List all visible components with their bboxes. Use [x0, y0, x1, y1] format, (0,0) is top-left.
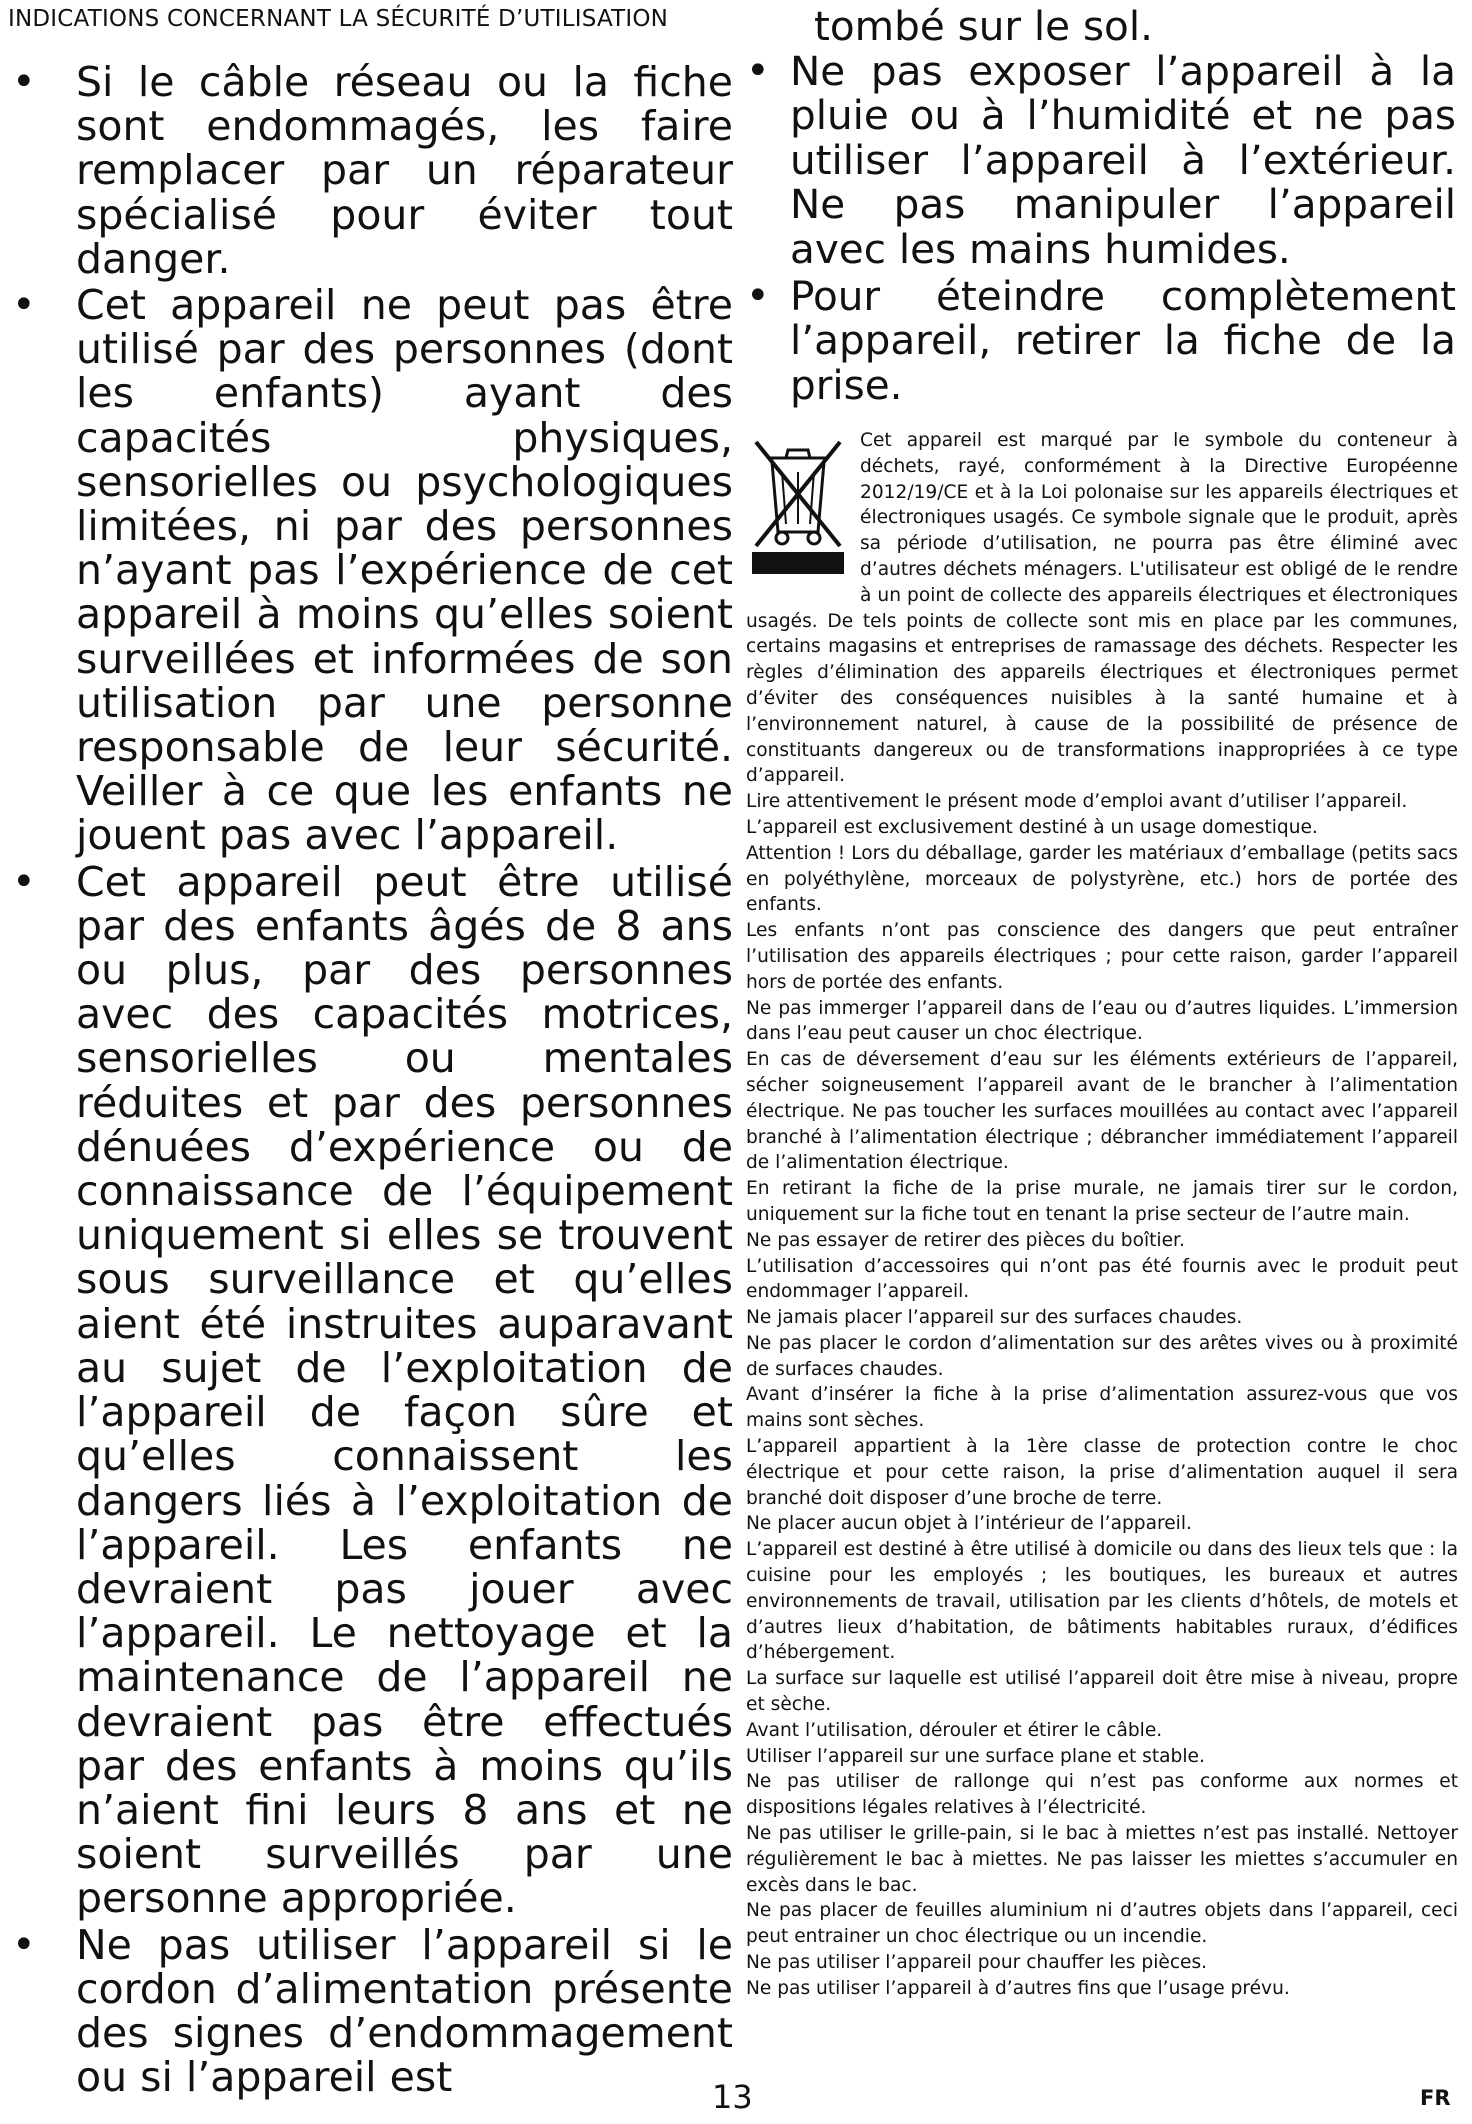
page-header: INDICATIONS CONCERNANT LA SÉCURITÉ D’UTILISATION — [8, 6, 669, 32]
bullet-icon: • — [12, 1921, 36, 1968]
language-code: FR — [1420, 2086, 1451, 2110]
bullet-icon: • — [12, 858, 36, 905]
crossed-bin-icon — [746, 428, 850, 580]
note-paragraph: Ne pas placer le cordon d’alimentation sur des arêtes vives ou à proximité de surfaces chaudes. — [746, 1332, 1458, 1380]
safety-notes — [746, 428, 1458, 2002]
note-paragraph: L’appareil appartient à la 1ère classe de protection contre le choc électrique et pour cette raison, la prise d’alimentation auquel il sera branché doit disposer d’une broche de terre. — [746, 1436, 1458, 1509]
note-paragraph: Les enfants n’ont pas conscience des dangers que peut entraîner l’utilisation des appareils électriques ; pour cette raison, garder l’appareil hors de portée des enfants. — [746, 920, 1458, 993]
left-bullet-list — [8, 58, 733, 2102]
list-item: • Ne pas utiliser l’appareil si le cordon d’alimentation présente des signes d’endommagement ou si l’appareil est — [12, 1920, 733, 2102]
list-item: • Cet appareil peut être utilisé par des enfants âgés de 8 ans ou plus, par des personnes avec des capacités motrices, sensorielles ou mentales réduites et par des personnes dénuées d’expérience ou de connaissance de l’équipement uniquement si elles se trouvent sous surveillance et qu’elles aient été instruites auparavant au sujet de l’exploitation de l’appareil de façon sûre et qu’elles connaissent les dangers liés à l’exploitation de l’appareil. Les enfants ne devraient pas jouer avec l’appareil. Le nettoyage et la maintenance de l’appareil ne devraient pas être effectués par des enfants à moins qu’ils n’aient fini leurs 8 ans et ne soient surveillés par une personne appropriée. — [12, 857, 733, 1923]
note-paragraph: Avant l’utilisation, dérouler et étirer le câble. — [746, 1719, 1163, 1741]
note-paragraph: Ne pas immerger l’appareil dans de l’eau ou d’autres liquides. L’immersion dans l’eau peut causer un choc électrique. — [746, 997, 1458, 1045]
bullet-icon: • — [12, 59, 36, 105]
weee-paragraph: Cet appareil est marqué par le symbole du conteneur à déchets, rayé, conformément à la Directive Européenne 2012/19/CE et à la Loi polonaise sur les appareils électriques et électroniques usagés. Ce symbole signale que le produit, après sa période d’utilisation, ne pourra pas être éliminé avec d’autres déchets ménagers. L'utilisateur est obligé de le rendre à un point de collecte des appareils électriques et électroniques usagés. De tels points de collecte sont mis en place par les communes, certains magasins et entreprises de ramassage des déchets. Respecter les règles d’élimination des appareils électriques et électroniques permet d’éviter des conséquences nuisibles à la santé humaine et à l’environnement naturel, à cause de la possibilité de présence de constituants dangereux ou de transformations inappropriées à ce type d’appareil. — [746, 430, 1458, 787]
note-paragraph: Ne pas utiliser le grille-pain, si le bac à miettes n’est pas installé. Nettoyer régulièrement le bac à miettes. Ne pas laisser les miettes s’accumuler en excès dans le bac. — [746, 1823, 1458, 1896]
bullet-icon: • — [746, 272, 770, 319]
note-paragraph: Ne placer aucun objet à l’intérieur de l’appareil. — [746, 1513, 1192, 1535]
list-item: • Pour éteindre complètement l’appareil, retirer la fiche de la prise. — [746, 271, 1456, 409]
right-bullet-list — [746, 46, 1456, 409]
note-paragraph: Lire attentivement le présent mode d’emploi avant d’utiliser l’appareil. — [746, 791, 1408, 813]
note-paragraph: Ne pas essayer de retirer des pièces du boîtier. — [746, 1229, 1185, 1251]
right-column-top — [746, 4, 1456, 409]
note-paragraph: Attention ! Lors du déballage, garder les matériaux d’emballage (petits sacs en polyéthylène, morceaux de polystyrène, etc.) hors de portée des enfants. — [746, 842, 1458, 916]
note-paragraph: Ne jamais placer l’appareil sur des surfaces chaudes. — [746, 1307, 1243, 1329]
list-item: • Cet appareil ne peut pas être utilisé par des personnes (dont les enfants) ayant des capacités physiques, sensorielles ou psychologiques limitées, ni par des personnes n’ayant pas l’expérience de cet appareil à moins qu’elles soient surveillées et informées de son utilisation par une personne responsable de leur sécurité. Veiller à ce que les enfants ne jouent pas avec l’appareil. — [12, 281, 733, 860]
list-item: • Si le câble réseau ou la fiche sont endommagés, les faire remplacer par un réparateur spécialisé pour éviter tout danger. — [12, 58, 733, 283]
note-paragraph: Avant d’insérer la fiche à la prise d’alimentation assurez-vous que vos mains sont sèches. — [746, 1384, 1458, 1432]
note-paragraph: L’appareil est exclusivement destiné à un usage domestique. — [746, 816, 1318, 838]
continuation-text: tombé sur le sol. — [814, 2, 1153, 50]
note-paragraph: Ne pas utiliser l’appareil pour chauffer les pièces. — [746, 1952, 1208, 1974]
note-paragraph: Ne pas placer de feuilles aluminium ni d’autres objets dans l’appareil, ceci peut entrainer un choc électrique ou un incendie. — [746, 1900, 1458, 1948]
note-paragraph: En retirant la fiche de la prise murale, ne jamais tirer sur le cordon, uniquement sur la fiche tout en tenant la prise secteur de l’autre main. — [746, 1178, 1458, 1225]
bullet-icon: • — [12, 282, 36, 329]
note-paragraph: Ne pas utiliser de rallonge qui n’est pas conforme aux normes et dispositions légales relatives à l’électricité. — [746, 1771, 1458, 1819]
note-paragraph: L’appareil est destiné à être utilisé à domicile ou dans des lieux tels que : la cuisine pour les employés ; les boutiques, les bureaux et autres environnements de travail, utilisation par les clients d’hôtels, de motels et d’autres lieux d’habitation, de bâtiments habitables ruraux, d’édifices d’hébergement. — [746, 1539, 1458, 1664]
bullet-icon: • — [746, 47, 770, 94]
note-paragraph: L’utilisation d’accessoires qui n’ont pas été fournis avec le produit peut endommager l’appareil. — [746, 1255, 1458, 1303]
list-item: • Ne pas exposer l’appareil à la pluie ou à l’humidité et ne pas utiliser l’appareil à l’extérieur. Ne pas manipuler l’appareil avec les mains humides. — [746, 46, 1456, 273]
note-paragraph: Ne pas utiliser l’appareil à d’autres fins que l’usage prévu. — [746, 1977, 1290, 1999]
note-paragraph: Utiliser l’appareil sur une surface plane et stable. — [746, 1745, 1205, 1767]
left-column — [8, 60, 733, 2101]
note-paragraph: La surface sur laquelle est utilisé l’appareil doit être mise à niveau, propre et sèche. — [746, 1668, 1458, 1716]
page-number: 13 — [712, 2078, 753, 2116]
note-paragraph: En cas de déversement d’eau sur les éléments extérieurs de l’appareil, sécher soigneusement l’appareil avant de le brancher à l’alimentation électrique. Ne pas toucher les surfaces mouillées au contact avec l’appareil branché à l’alimentation électrique ; débrancher immédiatement l’appareil de l’alimentation électrique. — [746, 1049, 1458, 1174]
